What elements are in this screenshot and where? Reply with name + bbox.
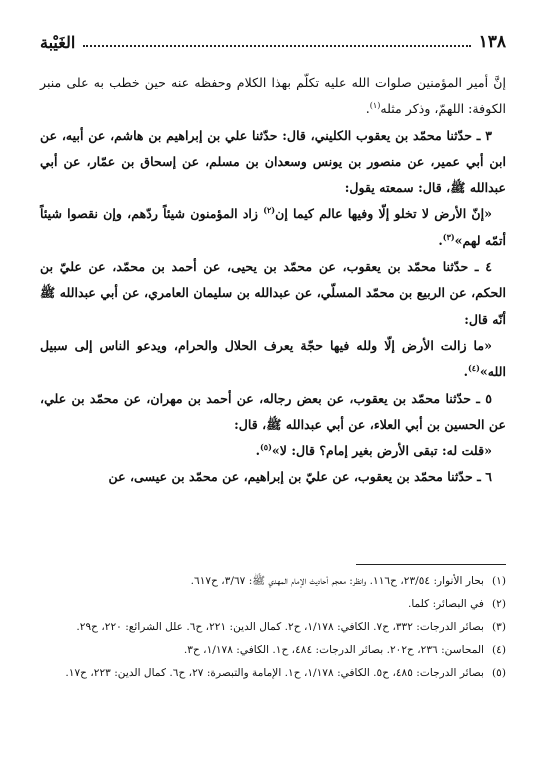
hadith-5-chain: ٥ ـ حدّثنا محمّد بن يعقوب، عن بعض رجاله، عن أحمد بن مهران، عن محمّد بن علي، عن الحسين بن أبي العلاء، عن أبي عبدالله ﷺ، قال: bbox=[40, 390, 506, 432]
hadith-5-text: «قلت له: تبقى الأرض بغير إمام؟ قال: لا»$^{(٥)}$. bbox=[255, 441, 492, 459]
footnote-ref-2[interactable]: (٢) bbox=[263, 205, 276, 216]
hadith-4-chain: ٤ ـ حدّثنا محمّد بن يعقوب، عن محمّد بن يحيى، عن أحمد بن محمّد، عن عليّ بن الحكم، عن الربيع بن محمّد المسلّي، عن عبدالله بن سليمان العامري، عن أبي عبدالله ﷺ أنّه قال: bbox=[40, 259, 506, 327]
page-number: ١٣٨ bbox=[478, 32, 506, 52]
paragraph-1: إنَّ أمير المؤمنين صلوات الله عليه تكلّم بهذا الكلام وحفظه عنه حين خطب به على منبر الكوفة: اللهمّ، وذكر مثله$^{(١)}$. bbox=[40, 75, 506, 117]
hadith-4-text: «ما زالت الأرض إلّا ولله فيها حجّة يعرف الحلال والحرام، ويدعو الناس إلى سبيل الله»$^{(٤)}$. bbox=[40, 337, 506, 380]
footnote-1: (١) بحار الأنوار: ٢٣/٥٤، ح١١٦. وانظر: معجم أحاديث الإمام المهدي ﷺ: ٣/٦٧، ح٦١٧. bbox=[190, 575, 506, 587]
footnote-3: (٣) بصائر الدرجات: ٣٣٢، ح٧. الكافي: ١/١٧٨، ح٢. كمال الدين: ٢٢١، ح٦. علل الشرائع: ٢٢٠، ح٢٩. bbox=[76, 621, 506, 633]
hadith-3-chain: ٣ ـ حدّثنا محمّد بن يعقوب الكليني، قال: حدّثنا علي بن إبراهيم بن هاشم، عن أبيه، عن ابن أبي عمير، عن منصور بن يونس وسعدان بن مسلم، عن إسحاق بن عمّار، عن أبي عبدالله ﷺ، قال: سمعته يقول: bbox=[40, 127, 506, 196]
footnote-ref-4[interactable]: (٤) bbox=[467, 363, 480, 374]
running-header bbox=[40, 30, 506, 54]
main-text bbox=[40, 70, 506, 491]
footnote-ref-5[interactable]: (٥) bbox=[259, 441, 272, 452]
footnotes bbox=[40, 570, 506, 685]
footnote-divider bbox=[356, 564, 506, 565]
footnote-ref-1[interactable]: (١) bbox=[369, 101, 381, 111]
footnote-5: (٥) بصائر الدرجات: ٤٨٥، ح٥. الكافي: ١/١٧٨، ح١. الإمامة والتبصرة: ٢٧، ح٦. كمال الدين: ٢٢٣، ح١٧. bbox=[65, 667, 506, 679]
hadith-3-text: «إنّ الأرض لا تخلو إلّا وفيها عالم كيما إن$^{(٢)}$ زاد المؤمنون شيئاً ردّهم، وإن نقصوا شيئاً أتمّه لهم»$^{(٣)}$. bbox=[40, 205, 506, 248]
footnote-2: (٢) في البصائر: كلما. bbox=[407, 598, 506, 610]
footnote-ref-3[interactable]: (٣) bbox=[442, 231, 455, 242]
hadith-6-chain: ٦ ـ حدّثنا محمّد بن يعقوب، عن عليّ بن إبراهيم، عن محمّد بن عيسى، عن bbox=[108, 469, 492, 485]
book-title: الغَيْبة bbox=[40, 32, 76, 52]
dotted-leader bbox=[83, 45, 470, 47]
footnote-4: (٤) المحاسن: ٢٣٦، ح٢٠٢. بصائر الدرجات: ٤٨٤، ح١. الكافي: ١/١٧٨، ح٣. bbox=[183, 644, 506, 656]
